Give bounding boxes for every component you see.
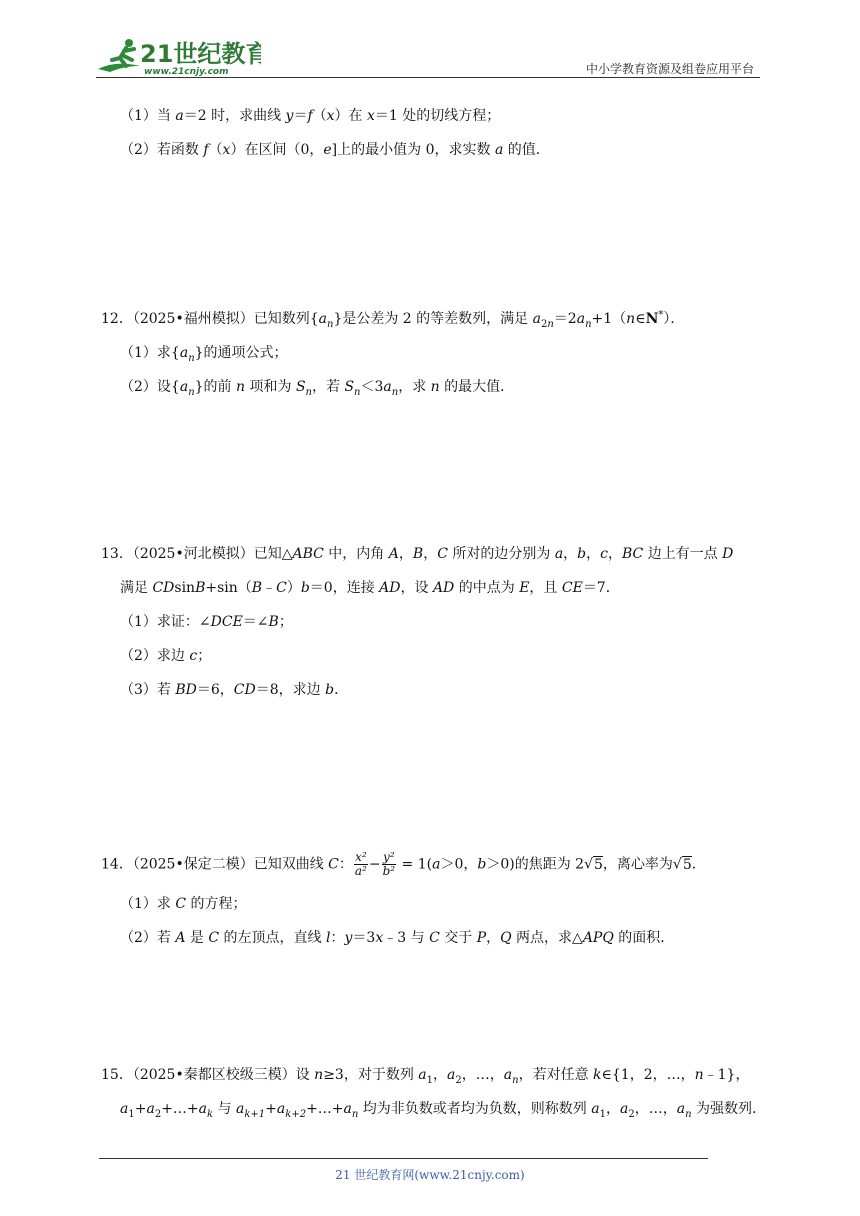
q13-stem-line2: 满足 CDsinB+sin（B﹣C）b＝0，连接 AD，设 AD 的中点为 E，且 CE＝7． [120,580,620,596]
q13-part1: （1）求证：∠DCE＝∠B； [120,614,293,630]
q12-part1: （1）求$\{a_n\}$的通项公式； [120,345,288,364]
site-name: 中小学教育资源及组卷应用平台 [585,62,754,76]
svg-text:www.21cnjy.com: www.21cnjy.com [144,67,229,77]
fraction-x2-a2: $\frac{\text{x²}}{\text{a²}}$ [354,850,367,878]
footer-divider [99,1158,708,1159]
q15-stem-line1: 15．（2025•秦都区校级三模）设 n≥3，对于数列 $a_1$，$a_2$，…，$a_n$，若对任意 k∈{1，2，…，n﹣1}， [101,1067,750,1086]
q14-part2: （2）若 A 是 C 的左顶点，直线 l：y＝3x﹣3 与 C 交于 P，Q 两点，求△APQ 的面积． [120,930,675,946]
q12-part2: （2）设$\{a_n\}$的前 n 项和为 $S_n$，若 $S_n<3a_n$，求 n 的最大值． [120,379,515,398]
footer-link[interactable]: 21 世纪教育网(www.21cnjy.com) [335,1168,525,1182]
q11-part1: （1）当 a＝2 时，求曲线 y＝f（x）在 x＝1 处的切线方程； [120,108,501,124]
runner-logo-icon [96,36,261,78]
fraction-y2-b2: $\frac{\text{y²}}{\text{b²}}$ [382,850,396,878]
header-divider [96,77,760,78]
q13-stem-line1: 13．（2025•河北模拟）已知△ABC 中，内角 A，B，C 所对的边分别为 a，b，c，BC 边上有一点 D [101,546,734,562]
svg-text:21世纪教育: 21世纪教育 [140,40,261,68]
q14-part1: （1）求 C 的方程； [120,896,247,912]
sqrt-symbol: √ [672,856,682,873]
q11-part2: （2）若函数 f（x）在区间（0，e]上的最小值为 0，求实数 a 的值． [120,142,550,158]
q14-stem: 14．（2025•保定二模）已知双曲线 C： $\frac{\text{x²}}{\text{a²}}$ − $\frac{\text{y²}}{\text{b²}}$ = 1(a＞0，b＞0)的焦距为 2√5，离心率为√5． [101,850,706,878]
sqrt-symbol: √ [584,856,593,873]
q12-stem: 12．（2025•福州模拟）已知数列$\{a_n\}$是公差为 2 的等差数列，满足 $a_{2n}=2a_n+1(n\in N^*)$． [101,309,685,330]
q13-part3: （3）若 BD＝6，CD＝8，求边 b． [120,682,349,698]
site-logo [96,36,261,78]
q13-part2: （2）求边 c； [120,648,212,664]
q15-stem-line2: $a_1+a_2+\dots+a_k$ 与 $a_{k+1}+a_{k+2}+\dots+a_n$ 均为非负数或者均为负数，则称数列 $a_1$，$a_2$，…，$a_n$ 为强数列． [120,1101,766,1120]
